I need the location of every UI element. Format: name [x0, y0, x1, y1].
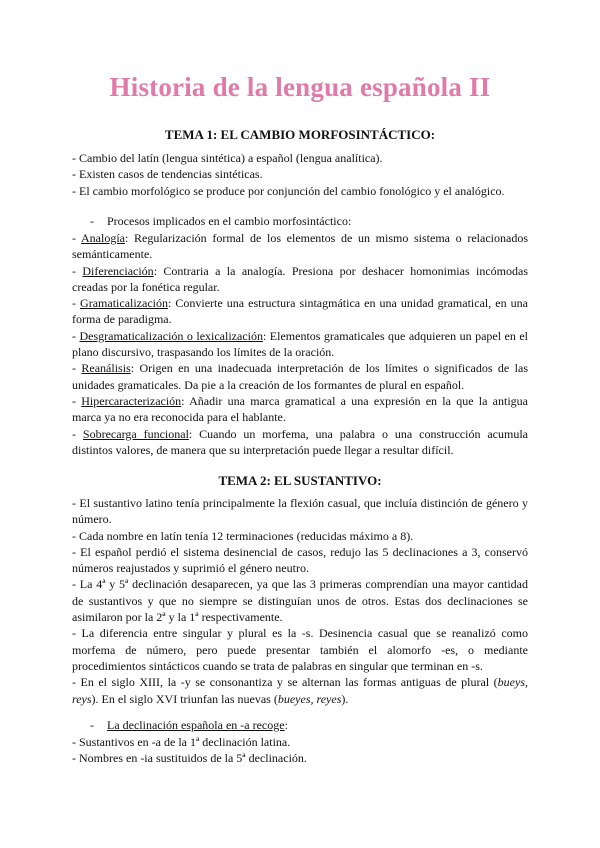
process-text: : Regularización formal de los elementos de un mismo sistema o relacionados semánticamente. [72, 231, 528, 262]
process-item: - Diferenciación: Contraria a la analogía. Presiona por deshacer homonimias incómodas creadas por la fonética regular. [72, 263, 529, 294]
process-term: Analogía [81, 231, 126, 245]
tema2-paragraph: - Cada nombre en latín tenía 12 terminaciones (reducidas máximo a 8). [72, 528, 414, 543]
tema2-body [72, 495, 528, 707]
process-term: Hipercaracterización [81, 393, 182, 408]
document-title: Historia de la lengua española II [109, 72, 491, 102]
process-text: : Convierte una estructura sintagmática en una unidad gramatical, en una forma de paradigma. [72, 296, 528, 327]
tema2-list [72, 734, 528, 767]
bullet-dash: - [90, 718, 94, 732]
process-item: - Gramaticalización: Convierte una estructura sintagmática en una unidad gramatical, en una forma de paradigma. [72, 296, 528, 327]
process-item: - Hipercaracterización: Añadir una marca gramatical a una expresión en la que la antigua marca ya no era reconocida para el hablante. [72, 393, 528, 425]
tema2-paragraph: - La 4ª y 5ª declinación desaparecen, ya que las 3 primeras comprendían una mayor cantidad de sustantivos y que no siempre se distinguían unos de otros. Estas dos declinaciones se asimilaron por la 2ª y la 1ª respectivamente. [72, 577, 528, 625]
process-text: : Contraria a la analogía. Presiona por deshacer homonimias incómodas creadas por la fonética regular. [72, 263, 529, 294]
process-item: - Desgramaticalización o lexicalización: Elementos gramaticales que adquieren un papel en el plano discursivo, traspasando los límites de la oración. [72, 328, 528, 360]
process-text: : Origen en una inadecuada interpretación de los límites o significados de las unidades gramaticales. Da pie a la creación de los formantes de plural en español. [72, 361, 528, 392]
list-item: - Nombres en -ia sustituidos de la 5ª declinación. [72, 751, 307, 766]
tema1-intro-line: - El cambio morfológico se produce por conjunción del cambio fonológico y el analógico. [72, 183, 505, 198]
process-term: Diferenciación [82, 263, 154, 278]
tema1-subheading-text: Procesos implicados en el cambio morfosintáctico: [107, 214, 352, 228]
list-item: - Sustantivos en -a de la 1ª declinación latina. [72, 735, 291, 749]
process-term: Gramaticalización [80, 296, 168, 311]
tema1-intro-line: - Existen casos de tendencias sintéticas. [72, 167, 263, 182]
tema2-heading: TEMA 2: EL SUSTANTIVO: [218, 473, 382, 488]
tema1-process-list [72, 230, 528, 458]
process-term: Reanálisis [81, 361, 131, 376]
p6-text: ). [341, 691, 349, 706]
bullet-dash: - [90, 214, 94, 228]
process-term: Sobrecarga funcional [82, 426, 189, 441]
process-term: Desgramaticalización o lexicalización [79, 328, 263, 343]
tema2-paragraph: - La diferencia entre singular y plural es la -s. Desinencia casual que se reanalizó como morfema de número, pero puede presentar también el alomorfo -es, o mediante procedimientos sintácticos cuando se trata de palabras en singular que terminan en -s. [72, 626, 528, 673]
process-text: : Cuando un morfema, una palabra o una construcción acumula distintos valores, de manera que su interpretación puede llegar a resultar difícil. [72, 426, 528, 457]
tema1-subheading [72, 213, 546, 229]
p6-example: bueyes, reyes [277, 691, 342, 706]
process-item: - Sobrecarga funcional: Cuando un morfema, una palabra o una construcción acumula distintos valores, de manera que su interpretación puede llegar a resultar difícil. [72, 426, 528, 457]
tema2-subheading [72, 717, 546, 733]
tema1-intro [72, 150, 528, 199]
process-item: - Analogía: Regularización formal de los elementos de un mismo sistema o relacionados semánticamente. [72, 231, 528, 262]
subheading-colon: : [284, 718, 288, 732]
p6-example: bueys, reys [72, 675, 528, 706]
process-item: - Reanálisis: Origen en una inadecuada interpretación de los límites o significados de las unidades gramaticales. Da pie a la creación de los formantes de plural en español. [72, 361, 528, 392]
tema1-intro-line: - Cambio del latín (lengua sintética) a español (lengua analítica). [72, 151, 383, 165]
tema2-paragraph: - El español perdió el sistema desinencial de casos, redujo las 5 declinaciones a 3, conservó números reajustados y suprimió el género neutro. [72, 544, 528, 576]
tema1-heading: TEMA 1: EL CAMBIO MORFOSINTÁCTICO: [164, 127, 436, 142]
tema2-paragraph: - El sustantivo latino tenía principalmente la flexión casual, que incluía distinción de género y número. [72, 496, 528, 527]
process-text: : Elementos gramaticales que adquieren un papel en el plano discursivo, traspasando los límites de la oración. [72, 328, 528, 360]
p6-text: - En el siglo XIII, la -y se consonantiza y se alternan las formas antiguas de plural ( [72, 675, 498, 690]
process-text: : Añadir una marca gramatical a una expresión en la que la antigua marca ya no era reconocida para el hablante. [72, 393, 528, 425]
tema2-subheading-text: La declinación española en -a recoge [107, 718, 285, 732]
tema2-paragraph [72, 674, 528, 707]
p6-text: ). En el siglo XVI triunfan las nuevas ( [91, 691, 278, 706]
